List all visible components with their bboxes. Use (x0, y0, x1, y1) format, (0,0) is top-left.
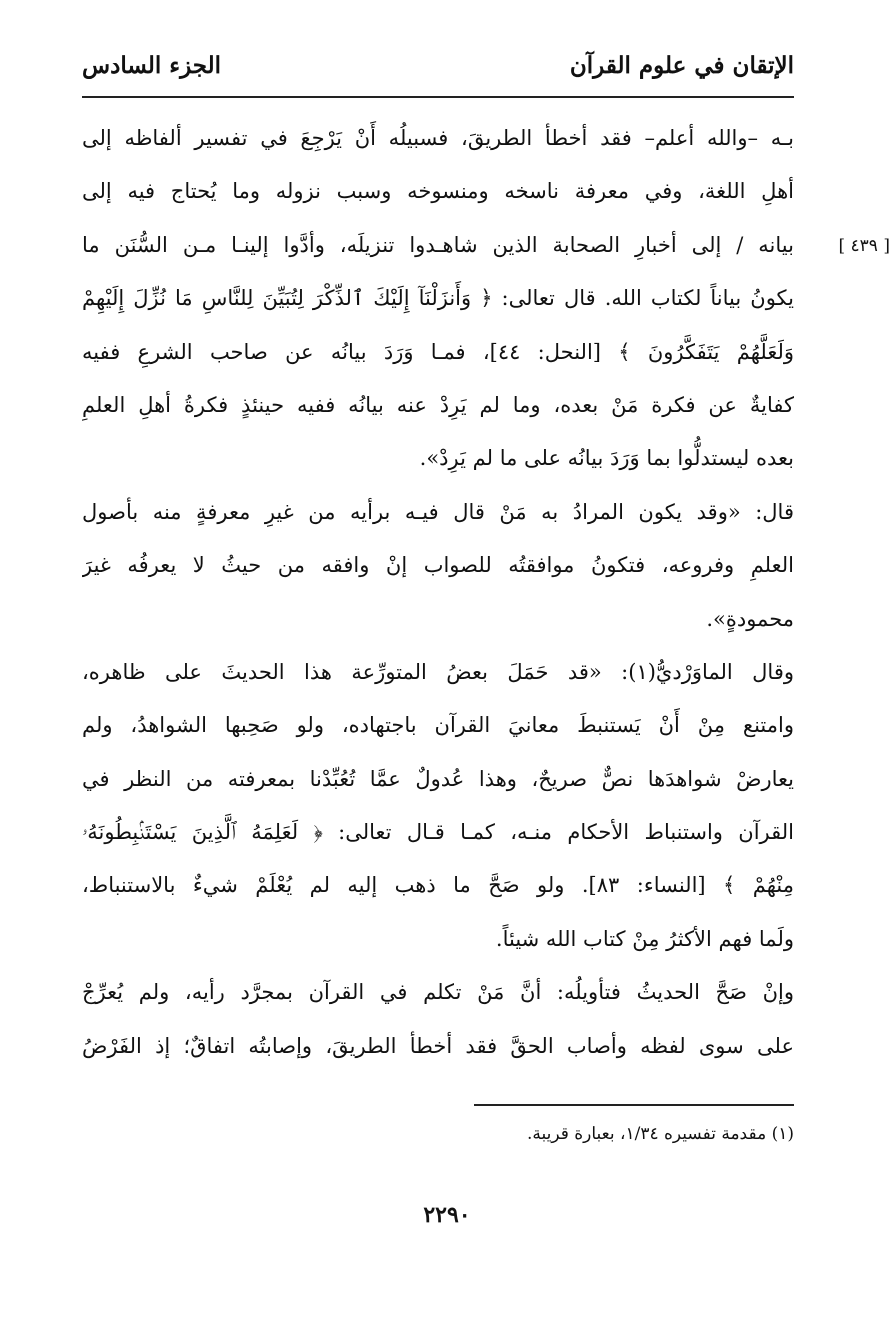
text-line: محمودةٍ». (706, 606, 794, 631)
footnote: (١) مقدمة تفسيره ١/٣٤، بعبارة قريبة. (526, 1124, 794, 1144)
text-line: على سوى لفظه وأصاب الحقَّ فقد أخطأ الطريقَ، وإصابتُه اتفاقٌ؛ إذ الفَرْضُ (82, 1033, 794, 1058)
text-line: ولَما فهم الأكثرُ مِنْ كتاب الله شيئاً. (495, 926, 794, 951)
text-line: يكونُ بياناً لكتاب الله. قال تعالى: ﴿ وَأَنزَلْنَآ إِلَيْكَ ٱلذِّكْرَ لِتُبَيِّنَ لِلنَّاسِ مَا نُزِّلَ إِلَيْهِمْ (82, 286, 794, 311)
page-number: ٢٢٩٠ (423, 1202, 471, 1228)
text-line: أهلِ اللغة، وفي معرفة ناسخه ومنسوخه وسبب نزوله وما يُحتاج فيه إلى (82, 179, 794, 204)
text-line: بيانه / إلى أخبارِ الصحابة الذين شاهـدوا تنزيلَه، وأدَّوا إلينـا مـن السُّنَن ما (82, 232, 794, 257)
text-line: بعده ليستدلُّوا بما وَرَدَ بيانُه على ما لم يَرِدْ». (419, 446, 794, 471)
text-line: وَلَعَلَّهُمْ يَتَفَكَّرُونَ ﴾ [النحل: ٤٤]، فمـا وَرَدَ بيانُه عن صاحب الشرعِ ففيه (82, 339, 794, 364)
text-line: بـه –والله أعلم– فقد أخطأ الطريقَ، فسبيلُه أَنْ يَرْجِعَ في تفسير ألفاظه إلى (82, 126, 794, 150)
book-title: الإتقان في علوم القرآن (569, 52, 794, 79)
main-text (82, 112, 794, 1073)
footnote-divider (474, 1104, 794, 1106)
volume-label: الجزء السادس (82, 52, 221, 79)
text-line: وقال الماوَرْديُّ(١): «قد حَمَلَ بعضُ المتورِّعة هذا الحديثَ على ظاهره، (82, 659, 794, 684)
text-line: كفايةٌ عن فكرة مَنْ بعده، وما لم يَرِدْ عنه بيانُه ففيه حينئذٍ فكرةُ أهلِ العلمِ (82, 392, 794, 417)
header-divider (82, 96, 794, 98)
text-line: القرآن واستنباط الأحكام منـه، كمـا قـال تعالى: ﴿ لَعَلِمَهُ ٱلَّذِينَ يَسْتَنۢبِطُونَهُۥ (82, 820, 794, 845)
margin-page-reference: [ ٤٣٩ ] (838, 236, 890, 256)
text-line: وامتنع مِنْ أَنْ يَستنبطَ معانيَ القرآن باجتهاده، ولو صَحِبها الشواهدُ، ولم (82, 713, 794, 738)
text-line: مِنْهُمْ ﴾ [النساء: ٨٣]. ولو صَحَّ ما ذهب إليه لم يُعْلَمْ شيءٌ بالاستنباط، (82, 873, 794, 898)
page-header (82, 46, 794, 86)
text-line: العلمِ وفروعه، فتكونُ موافقتُه للصواب إنْ وافقه من حيثُ لا يعرفُه غيرَ (82, 553, 794, 578)
text-line: يعارضْ شواهدَها نصٌّ صريحٌ، وهذا عُدولٌ عمَّا تُعُبِّدْنا بمعرفته من النظر في (82, 766, 794, 791)
text-line: قال: «وقد يكون المرادُ به مَنْ قال فيـه برأيه من غيرِ معرفةٍ منه بأصول (82, 499, 794, 524)
text-line: وإنْ صَحَّ الحديثُ فتأويلُه: أنَّ مَنْ تكلم في القرآن بمجرَّد رأيه، ولم يُعرِّجْ (82, 980, 794, 1005)
